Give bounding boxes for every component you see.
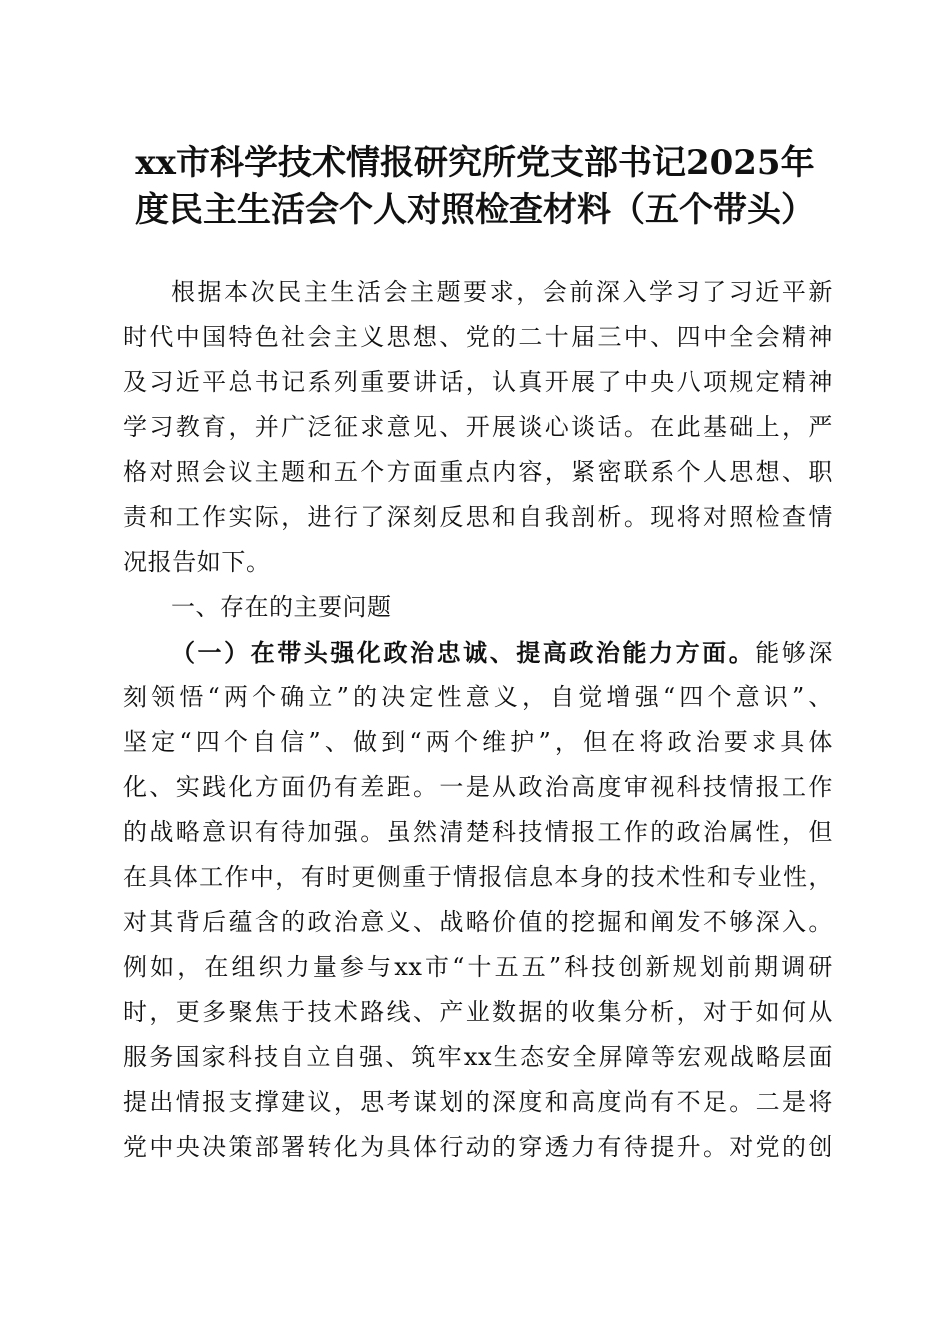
body-line: 化、实践化方面仍有差距。一是从政治高度审视科技情报工作 — [123, 773, 833, 801]
intro-line: 学习教育，并广泛征求意见、开展谈心谈话。在此基础上，严 — [123, 413, 833, 441]
intro-line: 根据本次民主生活会主题要求，会前深入学习了习近平新 — [171, 278, 833, 306]
body-line: 服务国家科技自立自强、筑牢xx生态安全屏障等宏观战略层面 — [123, 1043, 833, 1071]
document-body — [123, 270, 833, 1170]
title-line-1: xx市科学技术情报研究所党支部书记2025年 — [135, 143, 815, 183]
body-line: 坚定“四个自信”、做到“两个维护”，但在将政治要求具体 — [123, 728, 833, 756]
body-line: 时，更多聚焦于技术路线、产业数据的收集分析，对于如何从 — [123, 998, 833, 1026]
document-title — [100, 140, 850, 234]
subsection-first-line — [123, 630, 833, 675]
section-heading: 一、存在的主要问题 — [171, 593, 392, 621]
subsection-text-start: 能够深 — [755, 639, 833, 667]
intro-line: 时代中国特色社会主义思想、党的二十届三中、四中全会精神 — [123, 323, 833, 351]
intro-line: 及习近平总书记系列重要讲话，认真开展了中央八项规定精神 — [123, 368, 833, 396]
body-line: 刻领悟“两个确立”的决定性意义，自觉增强“四个意识”、 — [123, 683, 833, 711]
title-line-2: 度民主生活会个人对照检查材料（五个带头） — [135, 190, 815, 230]
intro-line: 责和工作实际，进行了深刻反思和自我剖析。现将对照检查情 — [123, 503, 833, 531]
intro-line: 格对照会议主题和五个方面重点内容，紧密联系个人思想、职 — [123, 458, 833, 486]
body-line: 的战略意识有待加强。虽然清楚科技情报工作的政治属性，但 — [123, 818, 833, 846]
body-line: 提出情报支撑建议，思考谋划的深度和高度尚有不足。二是将 — [123, 1088, 833, 1116]
body-line: 党中央决策部署转化为具体行动的穿透力有待提升。对党的创 — [123, 1133, 833, 1161]
body-line: 例如，在组织力量参与xx市“十五五”科技创新规划前期调研 — [123, 953, 833, 981]
body-line: 在具体工作中，有时更侧重于情报信息本身的技术性和专业性， — [123, 863, 833, 891]
body-line: 对其背后蕴含的政治意义、战略价值的挖掘和阐发不够深入。 — [123, 908, 833, 936]
subsection-heading: （一）在带头强化政治忠诚、提高政治能力方面。 — [171, 638, 756, 667]
intro-line: 况报告如下。 — [123, 548, 271, 576]
